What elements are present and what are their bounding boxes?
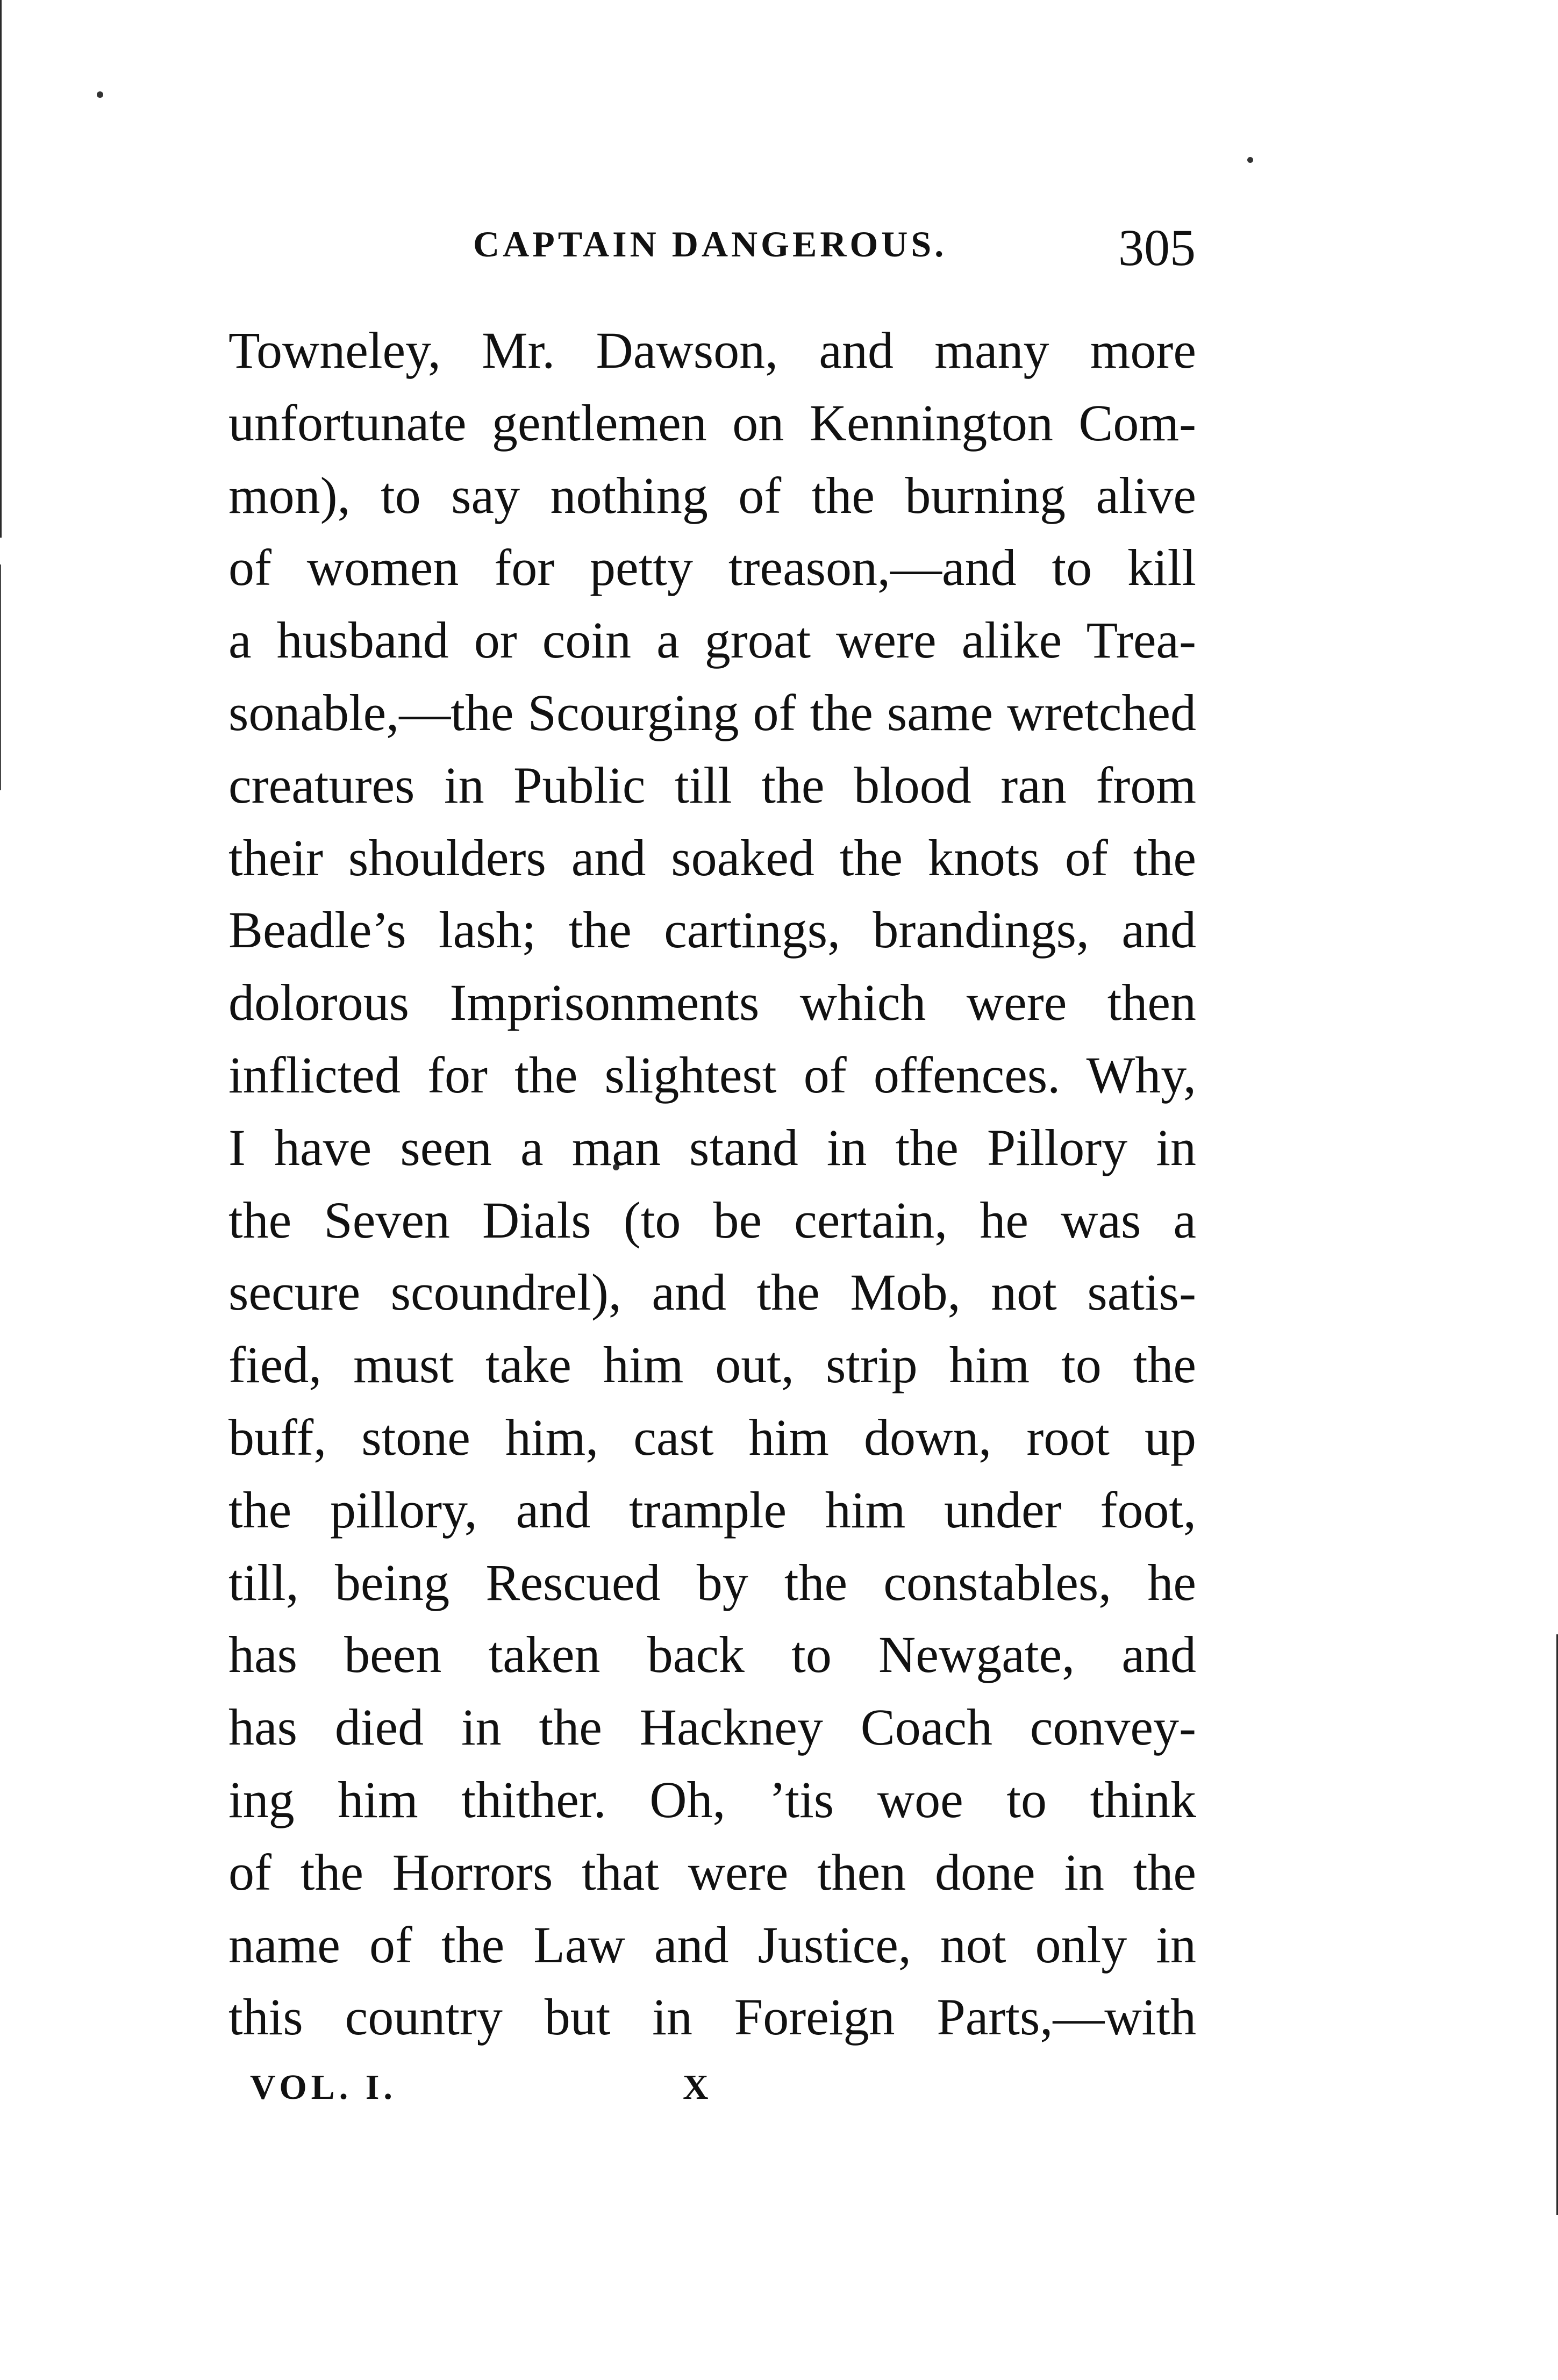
text-line: has died in the Hackney Coach convey- xyxy=(228,1698,1196,1756)
scan-speck xyxy=(97,91,103,98)
text-line: this country but in Foreign Parts,—with xyxy=(228,1988,1196,2046)
scan-speck xyxy=(1247,157,1253,163)
text-line: buff, stone him, cast him down, root up xyxy=(228,1408,1196,1466)
text-line: has been taken back to Newgate, and xyxy=(228,1626,1196,1684)
text-line: a husband or coin a groat were alike Trea- xyxy=(228,611,1196,669)
text-line: the Seven Dials (to be certain, he was a xyxy=(228,1191,1196,1249)
text-line: creatures in Public till the blood ran from xyxy=(228,756,1196,814)
text-line: of the Horrors that were then done in the xyxy=(228,1843,1196,1901)
page-number: 305 xyxy=(1118,219,1196,276)
text-line: unfortunate gentlemen on Kennington Com- xyxy=(228,394,1196,452)
text-line: dolorous Imprisonments which were then xyxy=(228,974,1196,1032)
text-line: fied, must take him out, strip him to the xyxy=(228,1336,1196,1394)
text-line: name of the Law and Justice, not only in xyxy=(228,1916,1196,1974)
text-line: inflicted for the slightest of offences. Why, xyxy=(228,1046,1196,1104)
text-line: I have seen a man stand in the Pillory in xyxy=(228,1118,1196,1176)
text-line: mon), to say nothing of the burning alive xyxy=(228,466,1196,524)
running-head xyxy=(0,218,1558,276)
scan-edge-right xyxy=(1551,1634,1558,2215)
text-line: their shoulders and soaked the knots of the xyxy=(228,828,1196,887)
text-line: ing him thither. Oh, ’tis woe to think xyxy=(228,1770,1196,1828)
running-title: CAPTAIN DANGEROUS. xyxy=(473,224,947,265)
scan-edge-left-lower xyxy=(0,564,6,790)
volume-mark: VOL. I. xyxy=(250,2068,397,2107)
text-line: Beadle’s lash; the cartings, brandings, and xyxy=(228,901,1196,959)
signature-mark: X xyxy=(683,2068,709,2107)
text-line: sonable,—the Scourging of the same wretched xyxy=(228,683,1196,741)
text-line: the pillory, and trample him under foot, xyxy=(228,1481,1196,1539)
text-line: Towneley, Mr. Dawson, and many more xyxy=(228,321,1196,379)
text-line: secure scoundrel), and the Mob, not satis- xyxy=(228,1263,1196,1321)
body-text xyxy=(228,315,1196,2054)
page-footer xyxy=(0,2067,1558,2115)
text-line: of women for petty treason,—and to kill xyxy=(228,539,1196,597)
text-line: till, being Rescued by the constables, he xyxy=(228,1553,1196,1611)
